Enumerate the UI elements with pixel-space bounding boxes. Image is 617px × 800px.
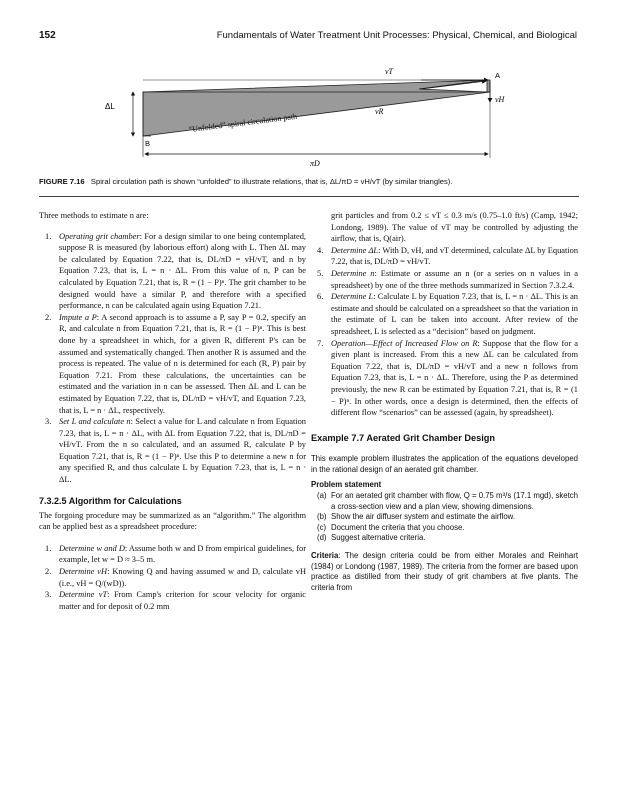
criteria-label: Criteria	[311, 551, 339, 561]
list-item: 1. Operating grit chamber: For a design similar to one being contemplated, suppose R is measured (by laborious effort) along with L. Then ΔL may be calculated by Equation 7.22, that is, DL/πD = vH/vT, and n by Equation 7.23, that is, L = n · ΔL. From this value of n, P can be calculated by Equation 7.21, that is, R = (1 − P)ⁿ. The grit chamber to be designed would have a similar P, and therefore with a specified performance, n can be calculated again using Equation 7.21.	[45, 231, 306, 311]
list-item: 7. Operation—Effect of Increased Flow on R: Suppose that the flow for a given plant is increased. From this a new ΔL can be calculated from Equation 7.22, that is, DL/πD = vH/vT and a new n follows from Equation 7.23, that is, L = n · ΔL. Therefore, using the P as determined previously, the new R can be estimated by Equation 7.21, that is, R = (1 − P)ⁿ. In other words, once a design is determined, then the effects of different flow “scenarios” can be assessed (again, by spreadsheet).	[317, 338, 578, 418]
problem-items	[311, 491, 578, 544]
list-item: 5. Determine n: Estimate or assume an n (or a series on n values in a spreadsheet) by one of the three methods summarized in Section 7.3.2.4.	[317, 268, 578, 290]
label-vr: vR	[375, 107, 384, 116]
label-pi-d: πD	[310, 159, 320, 168]
section-heading: 7.3.2.5 Algorithm for Calculations	[39, 495, 182, 506]
list-item: 2. Impute a P: A second approach is to assume a P, say P = 0.2, specify an R, and calculate n from Equation 7.21, that is, R = (1 − P)ⁿ. This is best done by a spreadsheet in which, for a given R, different P's can be assumed and systematically changed. Then another R is assumed and the process is repeated. The value of n is determined for each (R, P) pair by Equation 7.21. From these calculations, the uncertainties can be estimated and the variation in n can be assessed. Then ΔL and L can be estimated by Equation 7.22, that is, DL/πD = vH/vT, and Equation 7.23, that is, L = n · ΔL, respectively.	[45, 312, 306, 415]
figure-7-16	[95, 62, 525, 172]
list-item: 2. Determine vH: Knowing Q and having assumed w and D, calculate vH (i.e., vH = Q/(wD)).	[45, 567, 306, 588]
list-item: 3. Determine vT: From Camp's criterion for scour velocity for organic matter and for deposit of 0.2 mm	[45, 590, 306, 611]
continuation-text: grit particles and from 0.2 ≤ vT ≤ 0.3 m/s (0.75–1.0 ft/s) (Camp, 1942; Londong, 1989). The value of vT may be controlled by adjusting the airflow, that is, Q(air).	[331, 211, 578, 244]
example-body	[311, 454, 578, 593]
criteria-paragraph	[311, 551, 578, 593]
page-header	[39, 30, 577, 44]
list-item: 3. Set L and calculate n: Select a value for L and calculate n from Equation 7.23, that is, L = n · ΔL, with ΔL from Equation 7.22, that is, DL/πD = vH/vT. From the n so calculated, and an assumed R, calculate P by Equation 7.21, that is, R = (1 − P)ⁿ. Use this P to determine a new n for any specified R, and thus calculate L by Equation 7.23, that is, L = n · ΔL.	[45, 417, 306, 485]
caption-label: FIGURE 7.16	[39, 177, 85, 186]
procedure-text: The forgoing procedure may be summarized as an “algorithm.” The algorithm can be applied best as a spreadsheet procedure:	[39, 510, 306, 532]
problem-statement-heading: Problem statement	[311, 480, 382, 490]
right-column	[311, 210, 578, 593]
criteria-text: : The design criteria could be from either Morales and Reinhart (1984) or Londong (1987, 1989). The criteria from the former are based upon practice as distilled from their study of grit chambers at five plants. The criteria from	[311, 551, 578, 592]
caption-text: Spiral circulation path is shown “unfolded” to illustrate relations, that is, ΔL/πD = vH/vT (by similar triangles).	[90, 177, 453, 186]
methods-list	[39, 231, 306, 486]
left-column	[39, 210, 306, 612]
label-b: B	[145, 139, 151, 148]
page-number: 152	[39, 30, 56, 41]
label-vh: vH	[495, 95, 505, 104]
label-a: A	[495, 71, 501, 80]
example-title: Example 7.7 Aerated Grit Chamber Design	[311, 432, 495, 443]
label-spiral-path: “Unfolded” spiral circulation path	[188, 111, 298, 134]
figure-caption	[39, 176, 579, 187]
list-item: (c) Document the criteria that you choose.	[317, 522, 465, 532]
list-item: (d) Suggest alternative criteria.	[317, 533, 426, 543]
caption-rule	[39, 196, 579, 197]
list-item: 4. Determine ΔL: With D, vH, and vT determined, calculate ΔL by Equation 7.22, that is, DL/πD = vH/vT.	[317, 245, 579, 267]
list-item: 1. Determine w and D: Assume both w and D from empirical guidelines, for example, let w = D ≈ 3–5 m.	[45, 543, 307, 565]
list-item: (a) For an aerated grit chamber with flow, Q = 0.75 m³/s (17.1 mgd), sketch a cross-section view and a plan view, showing dimensions.	[317, 491, 578, 511]
list-item: (b) Show the air diffuser system and estimate the airflow.	[317, 512, 516, 522]
algorithm-steps-continued	[311, 245, 578, 419]
spiral-diagram	[95, 62, 525, 172]
example-intro: This example problem illustrates the application of the equations developed in the rational design of an aerated grit chamber.	[311, 454, 578, 474]
methods-intro: Three methods to estimate n are:	[39, 211, 149, 220]
label-vt: vT	[385, 67, 393, 76]
list-item: 6. Determine L: Calculate L by Equation 7.23, that is, L = n · ΔL. This is an estimate and should be calculated on a spreadsheet so that the variation in the estimate of L can be taken into account. After review of the spreadsheet, L is selected as a “decision” based on judgment.	[317, 292, 578, 336]
algorithm-steps	[39, 543, 306, 613]
running-title: Fundamentals of Water Treatment Unit Processes: Physical, Chemical, and Biological	[216, 30, 577, 41]
label-delta-l: ΔL	[105, 102, 115, 111]
